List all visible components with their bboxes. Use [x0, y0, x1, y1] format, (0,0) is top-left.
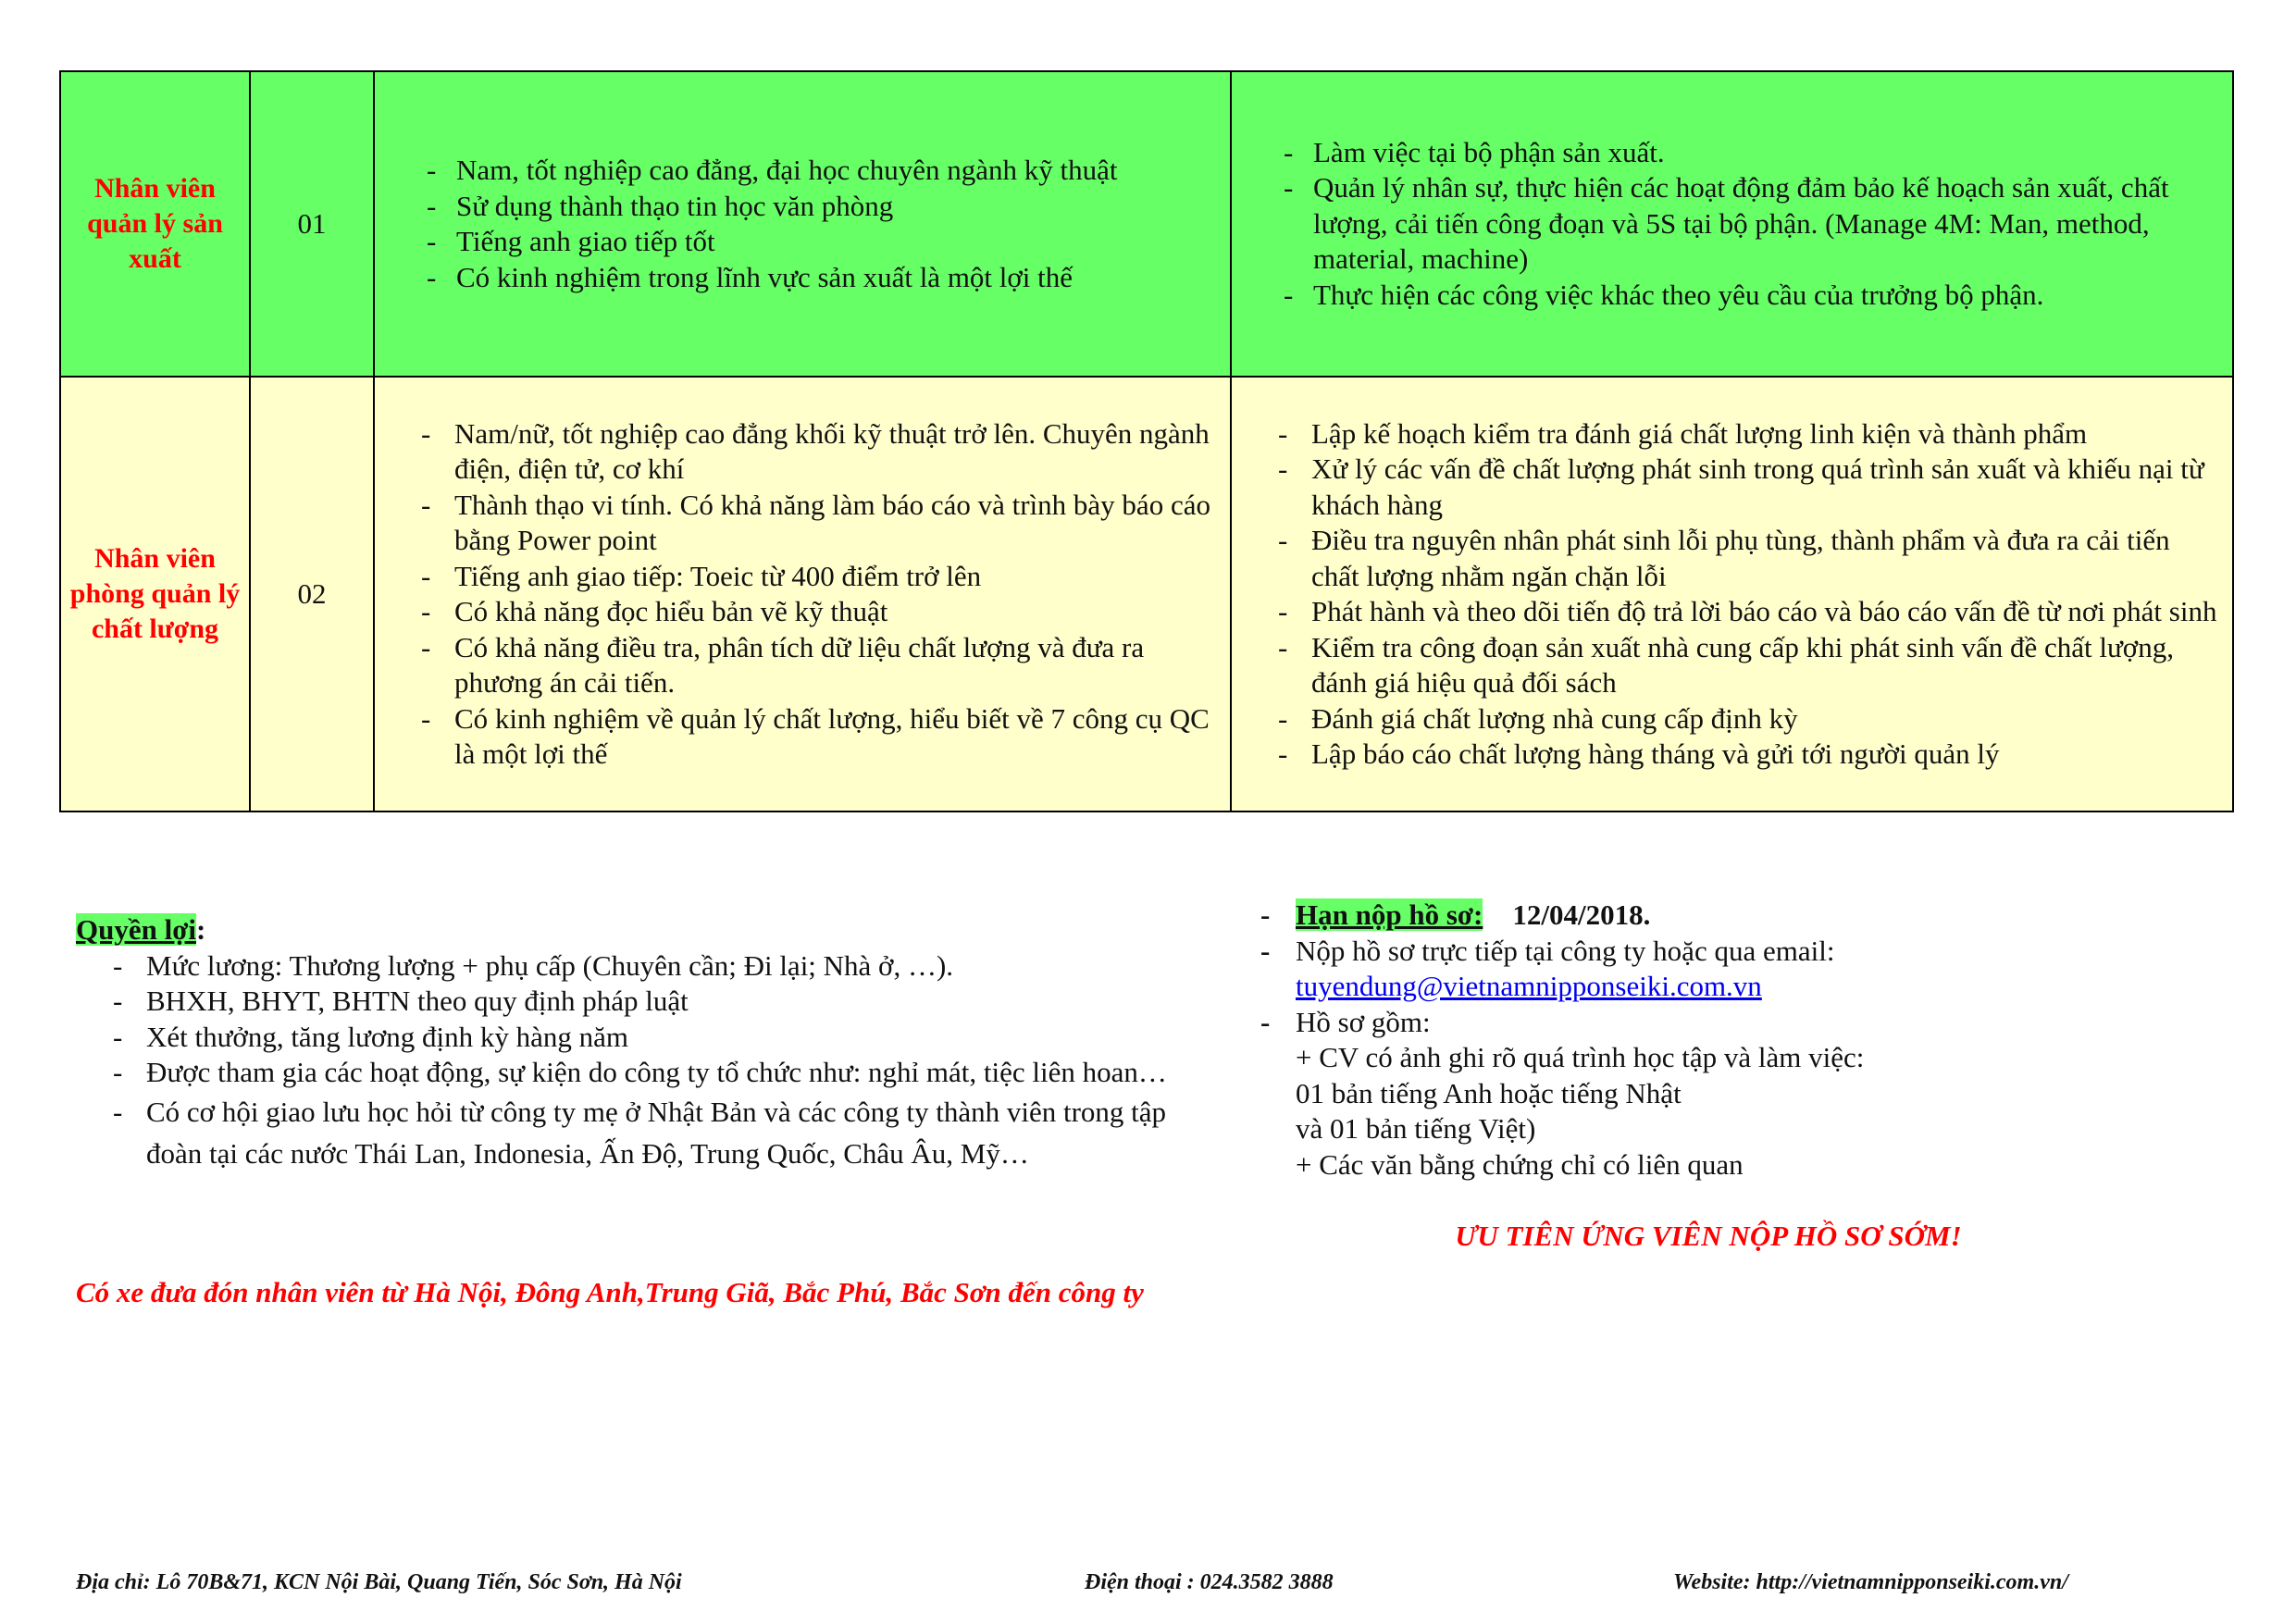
- list-item: - BHXH, BHYT, BHTN theo quy định pháp luật: [76, 984, 1186, 1020]
- position-title: Nhân viên phòng quản lý chất lượng: [60, 377, 250, 812]
- documents-line-1: + CV có ảnh ghi rõ quá trình học tập và làm việc:: [1296, 1041, 1865, 1073]
- list-item: - Kiểm tra công đoạn sản xuất nhà cung cấp khi phát sinh vấn đề chất lượng, đánh giá hiệu quả đối sách: [1232, 630, 2219, 701]
- list-item: - Có cơ hội giao lưu học hỏi từ công ty mẹ ở Nhật Bản và các công ty thành viên trong tập đoàn tại các nước Thái Lan, Indonesia, Ấn Độ, Trung Quốc, Châu Âu, Mỹ…: [76, 1091, 1186, 1174]
- list-item: - Xét thưởng, tăng lương định kỳ hàng năm: [76, 1020, 1186, 1056]
- shuttle-bus-note: Có xe đưa đón nhân viên từ Hà Nội, Đông Anh,Trung Giã, Bắc Phú, Bắc Sơn đến công ty: [76, 1276, 1144, 1308]
- list-item: - Lập báo cáo chất lượng hàng tháng và gửi tới người quản lý: [1232, 737, 2219, 773]
- duties-list: [1232, 135, 2219, 314]
- list-item: - Quản lý nhân sự, thực hiện các hoạt động đảm bảo kế hoạch sản xuất, chất lượng, cải tiến công đoạn và 5S tại bộ phận. (Manage 4M: Man, method, material, machine): [1232, 170, 2219, 278]
- list-item: - Làm việc tại bộ phận sản xuất.: [1232, 135, 2219, 171]
- submit-line: [1255, 934, 2088, 1005]
- list-item: - Có khả năng đọc hiểu bản vẽ kỹ thuật: [375, 594, 1217, 630]
- duties-cell: [1231, 377, 2233, 812]
- duties-list: [1232, 416, 2219, 773]
- submit-text: - Nộp hồ sơ trực tiếp tại công ty hoặc qua email:: [1296, 934, 1835, 967]
- priority-note: ƯU TIÊN ỨNG VIÊN NỘP HỒ SƠ SỚM!: [1455, 1220, 1962, 1252]
- list-item: - Điều tra nguyên nhân phát sinh lỗi phụ tùng, thành phẩm và đưa ra cải tiến chất lượng nhằm ngăn chặn lỗi: [1232, 523, 2219, 594]
- list-item: - Đánh giá chất lượng nhà cung cấp định kỳ: [1232, 701, 2219, 737]
- position-quantity: 01: [250, 71, 374, 377]
- position-quantity: 02: [250, 377, 374, 812]
- email-link[interactable]: tuyendung@vietnamnipponseiki.com.vn: [1296, 970, 1762, 1002]
- requirements-cell: [374, 71, 1231, 377]
- list-item: - Phát hành và theo dõi tiến độ trả lời báo cáo và báo cáo vấn đề từ nơi phát sinh: [1232, 594, 2219, 630]
- documents-line-4: + Các văn bằng chứng chỉ có liên quan: [1296, 1147, 1744, 1181]
- benefits-heading: [76, 912, 1186, 948]
- list-item: - Tiếng anh giao tiếp: Toeic từ 400 điểm trở lên: [375, 559, 1217, 595]
- list-item: - Thành thạo vi tính. Có khả năng làm báo cáo và trình bày báo cáo bằng Power point: [375, 488, 1217, 559]
- deadline-label: Hạn nộp hồ sơ:: [1296, 898, 1483, 931]
- duties-cell: [1231, 71, 2233, 377]
- list-item: - Nam, tốt nghiệp cao đẳng, đại học chuyên ngành kỹ thuật: [375, 153, 1217, 189]
- footer-phone: Điện thoại : 024.3582 3888: [1085, 1570, 1334, 1594]
- list-item: - Mức lương: Thương lượng + phụ cấp (Chuyên cần; Đi lại; Nhà ở, …).: [76, 948, 1186, 985]
- list-item: - Có kinh nghiệm trong lĩnh vực sản xuất là một lợi thế: [375, 260, 1217, 296]
- footer-address: Địa chỉ: Lô 70B&71, KCN Nội Bài, Quang Tiến, Sóc Sơn, Hà Nội: [76, 1570, 682, 1594]
- footer: [76, 1570, 2241, 1604]
- job-positions-table: [59, 70, 2234, 812]
- documents-heading: - Hồ sơ gồm:: [1296, 1005, 1431, 1038]
- documents-line-3: và 01 bản tiếng Việt): [1296, 1112, 1536, 1145]
- requirements-list: [375, 153, 1217, 295]
- footer-website[interactable]: Website: http://vietnamnipponseiki.com.vn/: [1673, 1570, 2068, 1594]
- requirements-list: [375, 416, 1217, 773]
- deadline-line: [1255, 898, 2088, 934]
- list-item: - Thực hiện các công việc khác theo yêu cầu của trưởng bộ phận.: [1232, 278, 2219, 314]
- requirements-cell: [374, 377, 1231, 812]
- documents-line-2: 01 bản tiếng Anh hoặc tiếng Nhật: [1296, 1076, 1682, 1109]
- list-item: - Sử dụng thành thạo tin học văn phòng: [375, 189, 1217, 225]
- benefits-section: [76, 912, 1186, 1174]
- list-item: - Có kinh nghiệm về quản lý chất lượng, hiểu biết về 7 công cụ QC là một lợi thế: [375, 701, 1217, 773]
- list-item: - Lập kế hoạch kiểm tra đánh giá chất lượng linh kiện và thành phẩm: [1232, 416, 2219, 452]
- list-item: - Nam/nữ, tốt nghiệp cao đẳng khối kỹ thuật trở lên. Chuyên ngành điện, điện tử, cơ khí: [375, 416, 1217, 488]
- position-title: Nhân viên quản lý sản xuất: [60, 71, 250, 377]
- table-row-quality-staff: [60, 377, 2233, 812]
- list-item: - Tiếng anh giao tiếp tốt: [375, 224, 1217, 260]
- deadline-value: 12/04/2018.: [1512, 898, 1651, 931]
- application-section: [1255, 898, 2088, 1183]
- documents-line: [1255, 1005, 2088, 1183]
- benefits-list: [76, 948, 1186, 1174]
- benefits-heading-colon: :: [196, 913, 206, 946]
- table-row-production-manager: [60, 71, 2233, 377]
- list-item: - Xử lý các vấn đề chất lượng phát sinh trong quá trình sản xuất và khiếu nại từ khách hàng: [1232, 452, 2219, 523]
- list-item: - Có khả năng điều tra, phân tích dữ liệu chất lượng và đưa ra phương án cải tiến.: [375, 630, 1217, 701]
- benefits-heading-label: Quyền lợi: [76, 913, 196, 946]
- list-item: - Được tham gia các hoạt động, sự kiện do công ty tổ chức như: nghỉ mát, tiệc liên hoan…: [76, 1055, 1186, 1091]
